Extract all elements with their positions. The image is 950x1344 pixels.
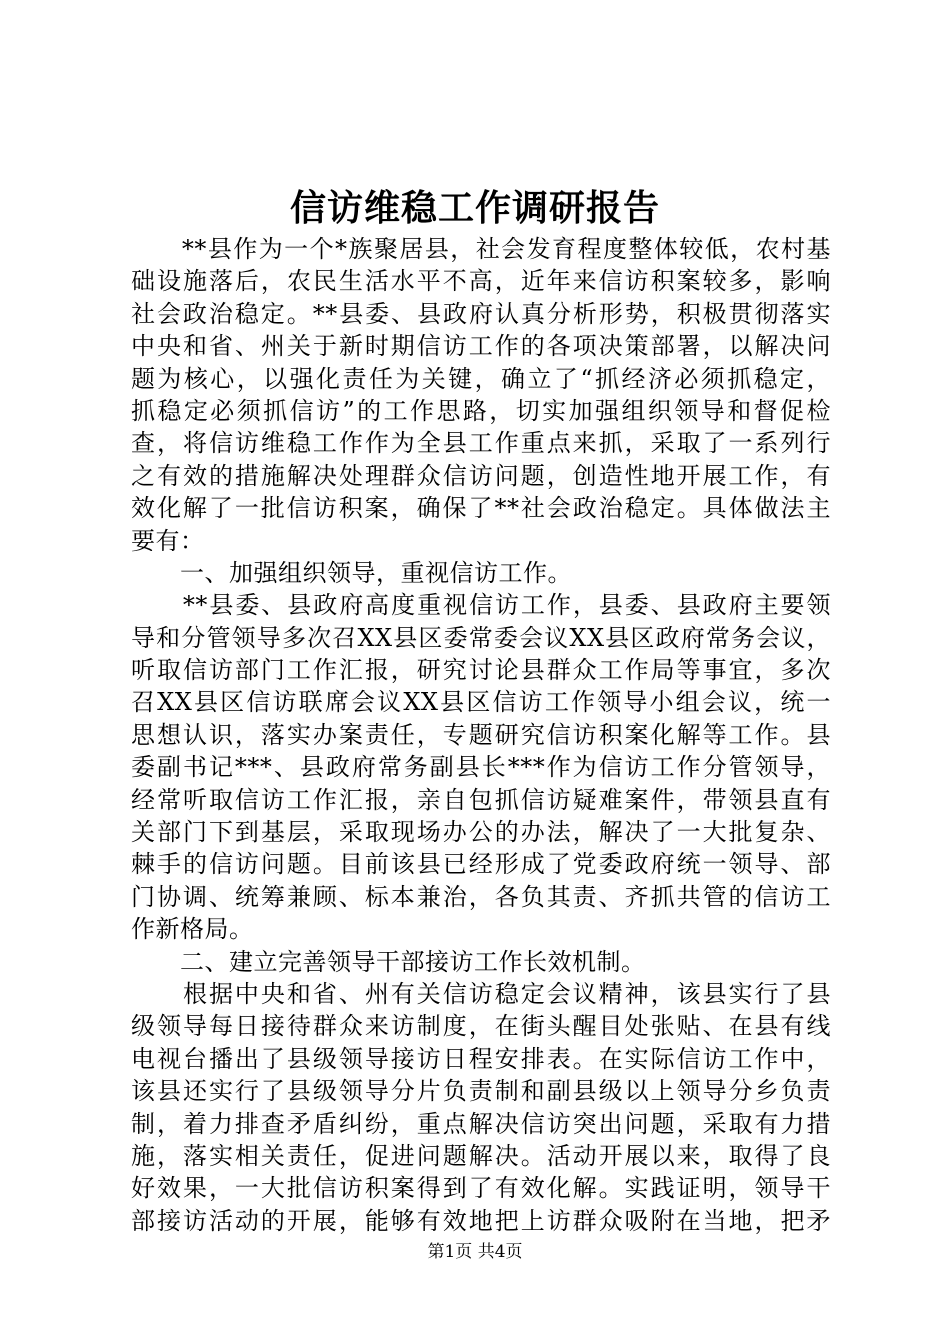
body-line: 社会政治稳定。**县委、县政府认真分析形势，积极贯彻落实 [131, 299, 831, 328]
body-line: 部接访活动的开展，能够有效地把上访群众吸附在当地，把矛 [131, 1206, 831, 1235]
body-line: 委副书记***、县政府常务副县长***作为信访工作分管领导， [131, 753, 831, 782]
body-line: 门协调、统筹兼顾、标本兼治，各负其责、齐抓共管的信访工 [131, 882, 831, 911]
body-line: 根据中央和省、州有关信访稳定会议精神，该县实行了县 [131, 979, 831, 1008]
body-line: 棘手的信访问题。目前该县已经形成了党委政府统一领导、部 [131, 850, 831, 879]
section-heading: 二、建立完善领导干部接访工作长效机制。 [131, 947, 646, 976]
section-heading: 一、加强组织领导，重视信访工作。 [131, 558, 572, 587]
body-line: 中央和省、州关于新时期信访工作的各项决策部署，以解决问 [131, 332, 831, 361]
body-line: **县作为一个*族聚居县，社会发育程度整体较低，农村基 [131, 235, 831, 263]
body-line: 召XX县区信访联席会议XX县区信访工作领导小组会议，统一 [131, 688, 831, 717]
page-number: 第1页 共4页 [427, 1242, 523, 1262]
body-line: 效化解了一批信访积案，确保了**社会政治稳定。具体做法主 [131, 494, 831, 523]
body-line: 该县还实行了县级领导分片负责制和副县级以上领导分乡负责 [131, 1077, 831, 1106]
body-line: 好效果，一大批信访积案得到了有效化解。实践证明，领导干 [131, 1174, 831, 1203]
body-line: 施，落实相关责任，促进问题解决。活动开展以来，取得了良 [131, 1141, 831, 1170]
document-body [131, 233, 831, 1237]
body-line: 思想认识，落实办案责任，专题研究信访积案化解等工作。县 [131, 720, 831, 749]
body-line: 础设施落后，农民生活水平不高，近年来信访积案较多，影响 [131, 267, 831, 296]
body-line: 导和分管领导多次召XX县区委常委会议XX县区政府常务会议， [131, 623, 831, 652]
body-line: 经常听取信访工作汇报，亲自包抓信访疑难案件，带领县直有 [131, 785, 831, 814]
body-line: 制，着力排查矛盾纠纷，重点解决信访突出问题，采取有力措 [131, 1109, 831, 1138]
body-line: 之有效的措施解决处理群众信访问题，创造性地开展工作，有 [131, 461, 831, 490]
body-line: 要有： [131, 526, 205, 555]
body-line: 电视台播出了县级领导接访日程安排表。在实际信访工作中， [131, 1044, 831, 1073]
body-line: 关部门下到基层，采取现场办公的办法，解决了一大批复杂、 [131, 818, 831, 847]
body-line: 级领导每日接待群众来访制度，在街头醒目处张贴、在县有线 [131, 1012, 831, 1041]
body-line: 作新格局。 [131, 915, 254, 944]
body-line: **县委、县政府高度重视信访工作，县委、县政府主要领 [131, 591, 831, 620]
body-line: 听取信访部门工作汇报，研究讨论县群众工作局等事宜，多次 [131, 656, 831, 685]
body-line: 题为核心，以强化责任为关键，确立了“抓经济必须抓稳定， [131, 364, 831, 393]
body-line: 抓稳定必须抓信访”的工作思路，切实加强组织领导和督促检 [131, 396, 831, 425]
document-title: 信访维稳工作调研报告 [289, 187, 660, 229]
body-line: 查，将信访维稳工作作为全县工作重点来抓，采取了一系列行 [131, 429, 831, 458]
